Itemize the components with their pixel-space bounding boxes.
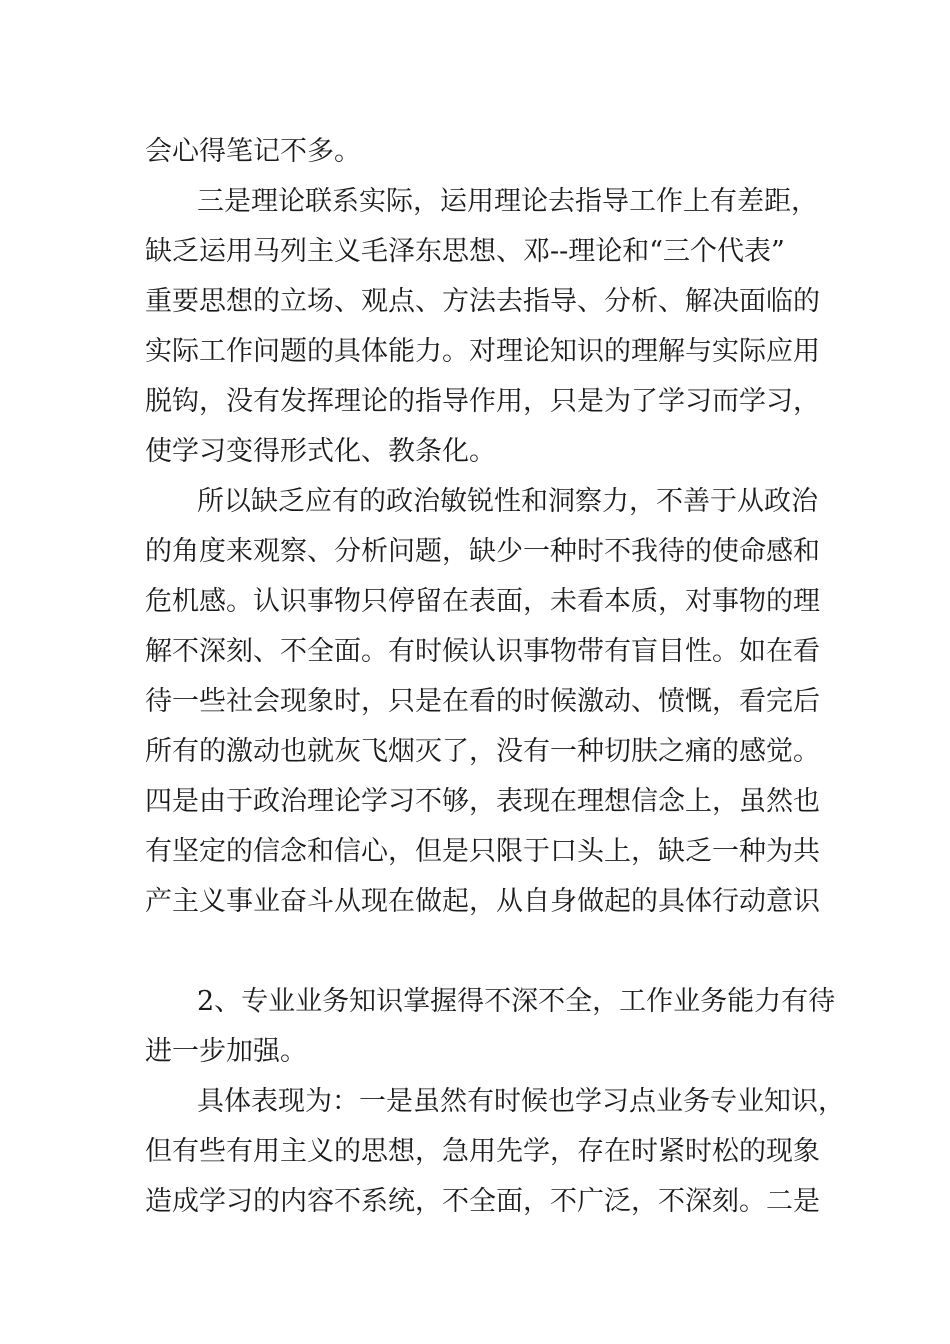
text-line: 所有的激动也就灰飞烟灭了，没有一种切肤之痛的感觉。 [145,736,820,767]
section-heading: 2、专业业务知识掌握得不深不全，工作业务能力有待 [197,986,836,1017]
text-line: 产主义事业奋斗从现在做起，从自身做起的具体行动意识 [145,886,820,917]
text-line: 进一步加强。 [145,1036,307,1067]
text-line: 使学习变得形式化、教条化。 [145,436,496,467]
text-line: 危机感。认识事物只停留在表面，未看本质，对事物的理 [145,586,820,617]
text-line: 会心得笔记不多。 [145,136,361,167]
text-line: 造成学习的内容不系统，不全面，不广泛，不深刻。二是 [145,1186,820,1217]
text-line: 具体表现为：一是虽然有时候也学习点业务专业知识， [197,1086,845,1117]
text-line: 的角度来观察、分析问题，缺少一种时不我待的使命感和 [145,536,820,567]
text-line: 四是由于政治理论学习不够，表现在理想信念上，虽然也 [145,786,820,817]
text-line: 脱钩，没有发挥理论的指导作用，只是为了学习而学习， [145,386,820,417]
text-line: 三是理论联系实际，运用理论去指导工作上有差距， [197,186,818,217]
text-line: 解不深刻、不全面。有时候认识事物带有盲目性。如在看 [145,636,820,667]
text-line: 实际工作问题的具体能力。对理论知识的理解与实际应用 [145,336,820,367]
text-line: 缺乏运用马列主义毛泽东思想、邓--理论和“三个代表” [145,236,785,267]
text-line: 待一些社会现象时，只是在看的时候激动、愤慨，看完后 [145,686,820,717]
text-line: 重要思想的立场、观点、方法去指导、分析、解决面临的 [145,286,820,317]
text-line: 但有些有用主义的思想，急用先学，存在时紧时松的现象 [145,1136,820,1167]
text-line: 所以缺乏应有的政治敏锐性和洞察力，不善于从政治 [197,486,818,517]
text-line: 有坚定的信念和信心，但是只限于口头上，缺乏一种为共 [145,836,820,867]
